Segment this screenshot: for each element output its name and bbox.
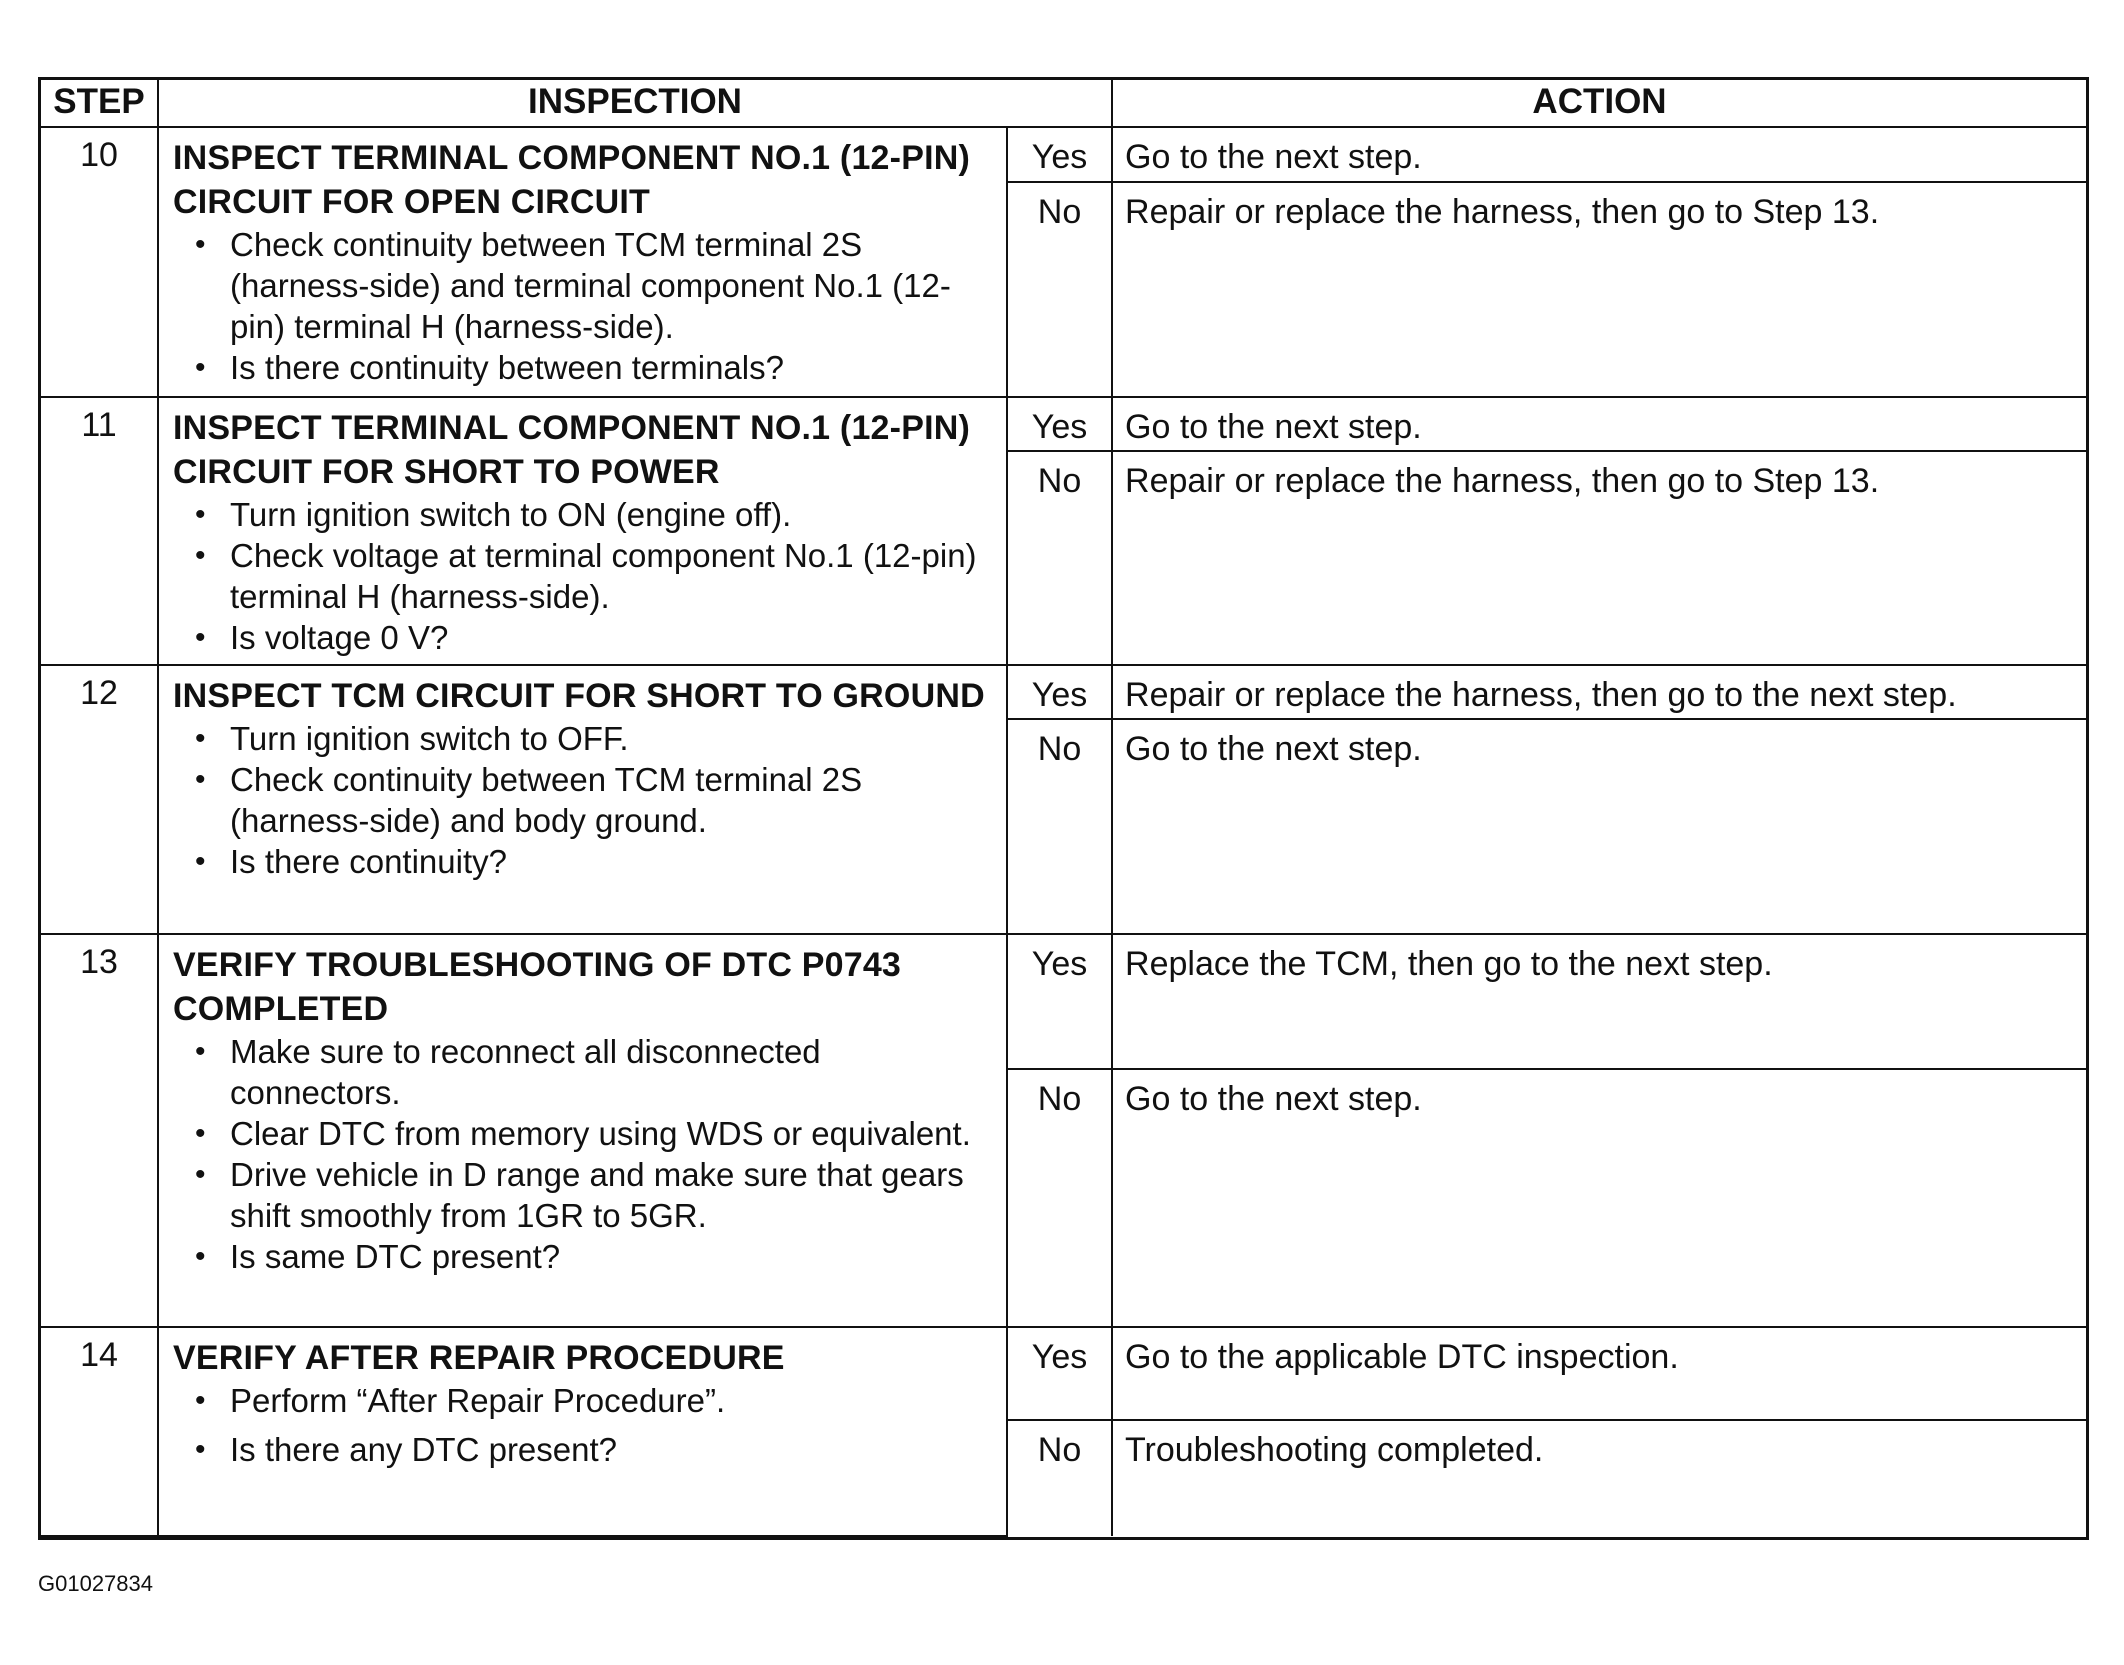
inspection-bullets <box>173 494 998 658</box>
bullet-icon: • <box>195 1035 206 1068</box>
bullet-text: Perform “After Repair Procedure”. <box>230 1382 726 1419</box>
table-row <box>41 1327 2086 1420</box>
bullet-item <box>173 1154 998 1236</box>
bullet-text: Check continuity between TCM terminal 2S (harness-side) and body ground. <box>230 761 863 839</box>
bullet-item <box>173 841 998 882</box>
bullet-item <box>173 347 998 388</box>
yes-action: Go to the next step. <box>1112 127 2086 182</box>
bullet-icon: • <box>195 498 206 531</box>
table-row <box>41 934 2086 1069</box>
header-row <box>41 80 2086 127</box>
bullet-text: Is there any DTC present? <box>230 1431 618 1468</box>
bullet-icon: • <box>195 763 206 796</box>
inspection-cell <box>158 934 1007 1327</box>
step-number: 11 <box>41 397 158 665</box>
header-action: ACTION <box>1112 80 2086 127</box>
bullet-icon: • <box>195 1433 206 1466</box>
bullet-text: Check continuity between TCM terminal 2S (harness-side) and terminal component No.1 (12-pin) terminal H (harness-side). <box>230 226 951 345</box>
bullet-text: Is same DTC present? <box>230 1238 561 1275</box>
no-label: No <box>1007 719 1112 934</box>
yes-action: Go to the next step. <box>1112 397 2086 451</box>
no-action: Go to the next step. <box>1112 1069 2086 1327</box>
no-action: Troubleshooting completed. <box>1112 1420 2086 1536</box>
bullet-icon: • <box>195 621 206 654</box>
bullet-text: Turn ignition switch to ON (engine off). <box>230 496 792 533</box>
bullet-item <box>173 718 998 759</box>
bullet-item <box>173 617 998 658</box>
bullet-icon: • <box>195 228 206 261</box>
no-label: No <box>1007 182 1112 397</box>
table-row <box>41 665 2086 719</box>
inspection-bullets <box>173 718 998 882</box>
bullet-icon: • <box>195 1240 206 1273</box>
no-action: Repair or replace the harness, then go to Step 13. <box>1112 182 2086 397</box>
no-label: No <box>1007 1069 1112 1327</box>
bullet-icon: • <box>195 351 206 384</box>
troubleshooting-table <box>41 80 2086 1537</box>
bullet-text: Clear DTC from memory using WDS or equivalent. <box>230 1115 971 1152</box>
bullet-icon: • <box>195 722 206 755</box>
inspection-bullets <box>173 224 998 388</box>
yes-label: Yes <box>1007 1327 1112 1420</box>
inspection-title: INSPECT TERMINAL COMPONENT NO.1 (12-PIN) CIRCUIT FOR SHORT TO POWER <box>173 409 970 491</box>
inspection-cell <box>158 127 1007 397</box>
bullet-text: Turn ignition switch to OFF. <box>230 720 629 757</box>
inspection-title: VERIFY AFTER REPAIR PROCEDURE <box>173 1339 785 1377</box>
bullet-icon: • <box>195 539 206 572</box>
bullet-icon: • <box>195 1158 206 1191</box>
bullet-item <box>173 1236 998 1277</box>
step-number: 13 <box>41 934 158 1327</box>
figure-id-label: G01027834 <box>38 1571 153 1596</box>
inspection-bullets <box>173 1031 998 1277</box>
bullet-icon: • <box>195 1384 206 1417</box>
step-number: 10 <box>41 127 158 397</box>
inspection-cell <box>158 397 1007 665</box>
inspection-title: VERIFY TROUBLESHOOTING OF DTC P0743 COMPLETED <box>173 946 902 1028</box>
bullet-icon: • <box>195 845 206 878</box>
bullet-item <box>173 1113 998 1154</box>
troubleshooting-table-frame <box>38 77 2089 1540</box>
table-row <box>41 397 2086 451</box>
no-label: No <box>1007 451 1112 665</box>
yes-action: Go to the applicable DTC inspection. <box>1112 1327 2086 1420</box>
yes-action: Repair or replace the harness, then go to the next step. <box>1112 665 2086 719</box>
inspection-cell <box>158 1327 1007 1536</box>
bullet-text: Is voltage 0 V? <box>230 619 449 656</box>
bullet-item <box>173 224 998 347</box>
inspection-title: INSPECT TERMINAL COMPONENT NO.1 (12-PIN) CIRCUIT FOR OPEN CIRCUIT <box>173 139 970 221</box>
bullet-item <box>173 494 998 535</box>
inspection-bullets <box>173 1380 998 1470</box>
bullet-text: Is there continuity between terminals? <box>230 349 784 386</box>
yes-label: Yes <box>1007 127 1112 182</box>
no-action: Repair or replace the harness, then go to Step 13. <box>1112 451 2086 665</box>
no-label: No <box>1007 1420 1112 1536</box>
bullet-text: Make sure to reconnect all disconnected connectors. <box>230 1033 821 1111</box>
bullet-icon: • <box>195 1117 206 1150</box>
header-inspection: INSPECTION <box>158 80 1112 127</box>
bullet-item <box>173 1380 998 1421</box>
header-step: STEP <box>41 80 158 127</box>
bullet-item <box>173 535 998 617</box>
yes-label: Yes <box>1007 665 1112 719</box>
inspection-title: INSPECT TCM CIRCUIT FOR SHORT TO GROUND <box>173 677 985 715</box>
bullet-text: Is there continuity? <box>230 843 507 880</box>
bullet-item <box>173 1429 998 1470</box>
bullet-text: Drive vehicle in D range and make sure that gears shift smoothly from 1GR to 5GR. <box>230 1156 964 1234</box>
yes-label: Yes <box>1007 934 1112 1069</box>
bullet-item <box>173 759 998 841</box>
bullet-text: Check voltage at terminal component No.1 (12-pin) terminal H (harness-side). <box>230 537 977 615</box>
step-number: 12 <box>41 665 158 934</box>
inspection-cell <box>158 665 1007 934</box>
step-number: 14 <box>41 1327 158 1536</box>
no-action: Go to the next step. <box>1112 719 2086 934</box>
yes-label: Yes <box>1007 397 1112 451</box>
bullet-item <box>173 1031 998 1113</box>
table-row <box>41 127 2086 182</box>
yes-action: Replace the TCM, then go to the next step. <box>1112 934 2086 1069</box>
